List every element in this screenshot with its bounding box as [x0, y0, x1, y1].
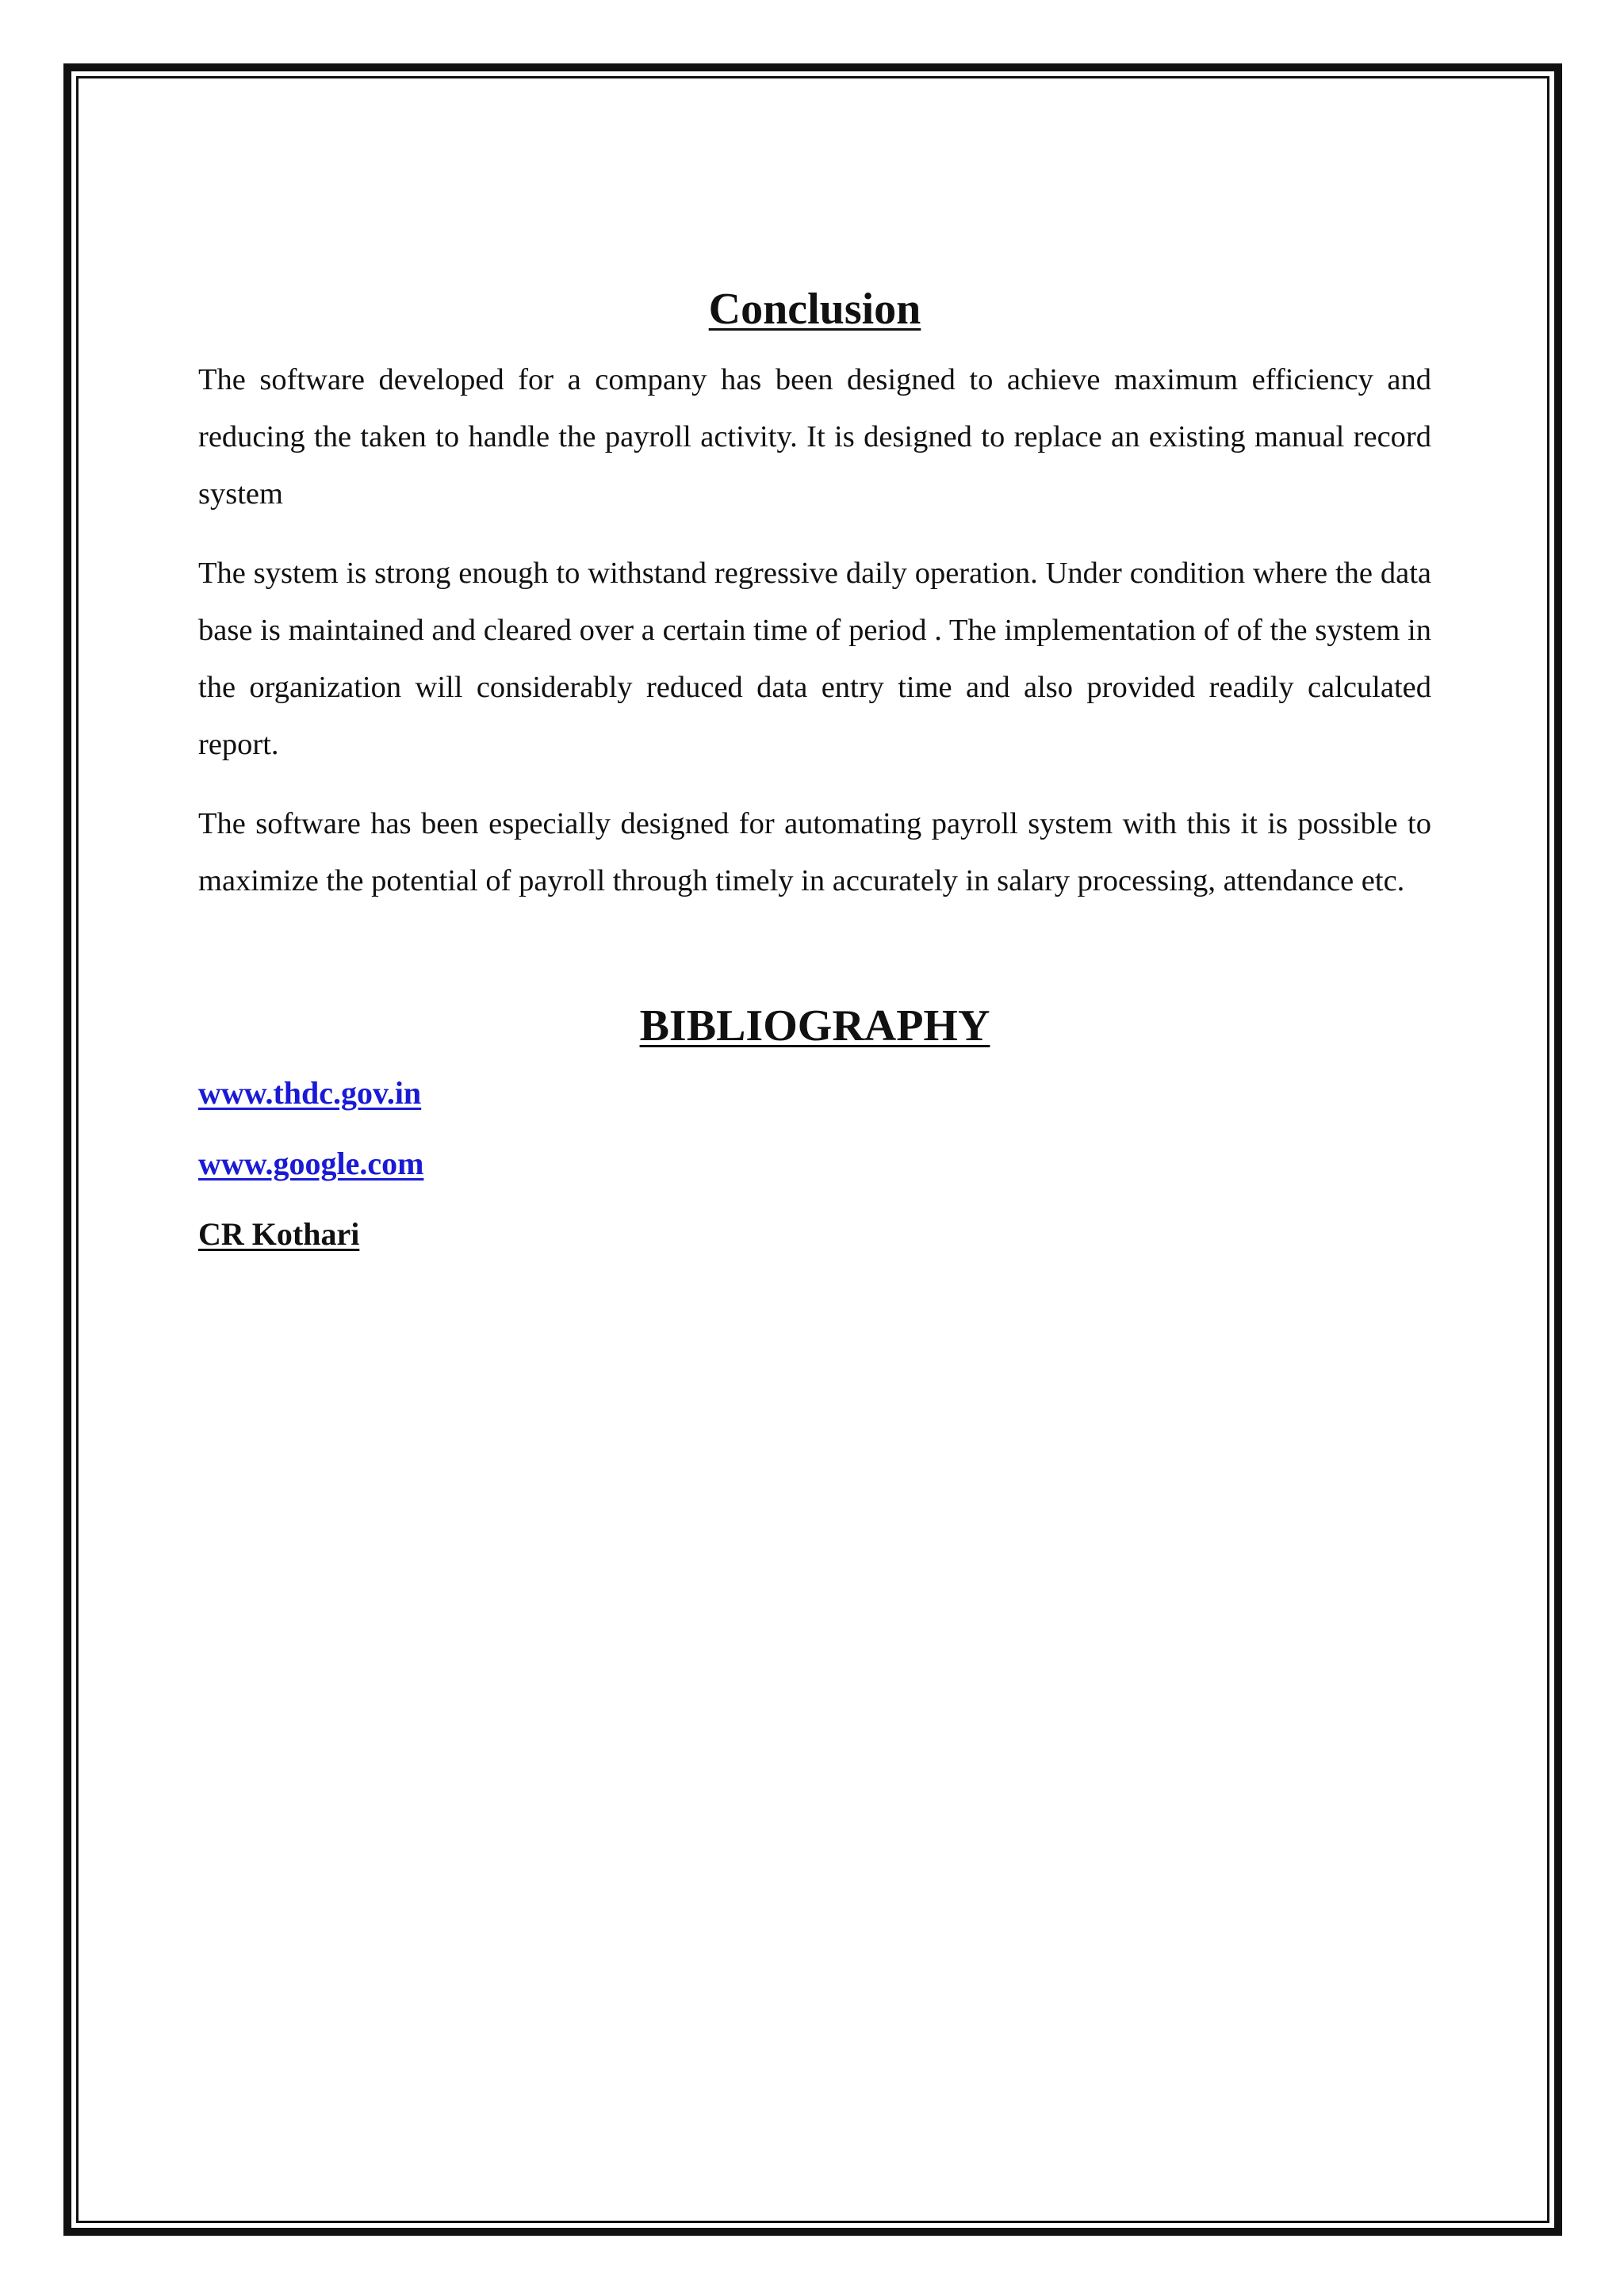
- conclusion-paragraph-3: The software has been especially designed for automating payroll system with this it is possible to maximize the potential of payroll through timely in accurately in salary processing, attendance etc.: [198, 807, 1431, 897]
- bibliography-heading: BIBLIOGRAPHY: [639, 1001, 990, 1050]
- conclusion-heading: Conclusion: [708, 285, 921, 334]
- conclusion-paragraph-1: The software developed for a company has been designed to achieve maximum efficiency and reducing the taken to handle the payroll activity. It is designed to replace an existing manual record system: [198, 363, 1431, 511]
- bibliography-item: [198, 1070, 1431, 1117]
- bibliography-list: [198, 1070, 1431, 1258]
- bibliography-item: [198, 1211, 1431, 1258]
- conclusion-paragraph-2: The system is strong enough to withstand regressive daily operation. Under condition where the data base is maintained and cleared over a certain time of period . The implementation of of the system in the organization will considerably reduced data entry time and also provided readily calculated report.: [198, 557, 1431, 761]
- page-content: [198, 281, 1431, 1281]
- bibliography-link-thdc[interactable]: www.thdc.gov.in: [198, 1075, 422, 1111]
- bibliography-item: [198, 1140, 1431, 1188]
- bibliography-link-google[interactable]: www.google.com: [198, 1146, 424, 1181]
- bibliography-reference-kothari: CR Kothari: [198, 1216, 360, 1252]
